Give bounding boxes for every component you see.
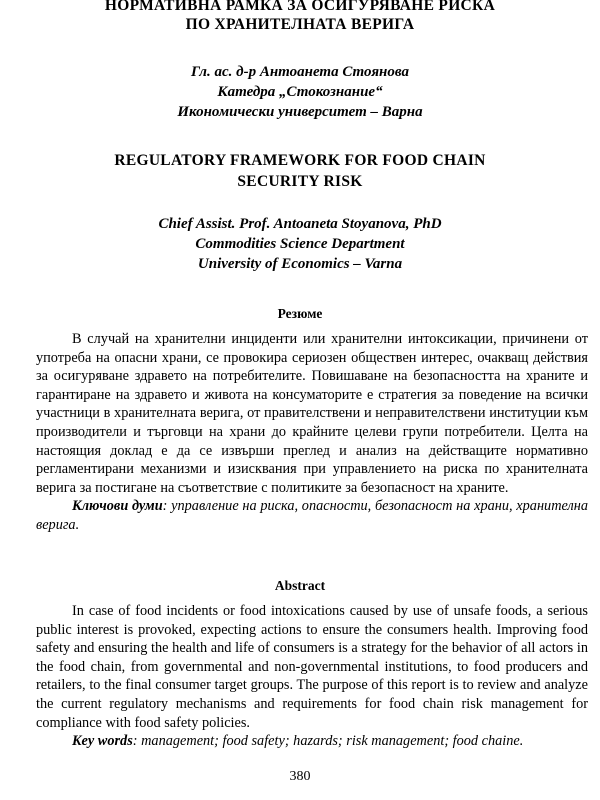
author-name-bg: Гл. ас. д-р Антоанета Стоянова (191, 64, 409, 80)
summary-heading: Резюме (277, 306, 323, 321)
author-block-english (20, 214, 580, 274)
keywords-en-text: : management; food safety; hazards; risk management; food chaine. (132, 733, 524, 750)
title-bg-line-1: НОРМАТИВНА РАМКА ЗА ОСИГУРЯВАНЕ РИСКА (104, 0, 496, 14)
university-bg: Икономически университет – Варна (177, 104, 423, 120)
title-en-line-2: SECURITY RISK (237, 173, 363, 190)
department-en: Commodities Science Department (195, 236, 405, 252)
author-name-en: Chief Assist. Prof. Antoaneta Stoyanova, PhD (158, 216, 442, 232)
title-english (20, 150, 580, 192)
department-bg: Катедра „Стокознание“ (217, 84, 383, 100)
summary-paragraph: В случай на хранителни инциденти или хранителни интоксикации, причинени от употреба на опасни храни, се провокира сериозен обществен интерес, очакващ действия за осигуряване здравето на потребителите. Повишаване на безопасността на храните и гарантиране на здравето и живота на консуматорите е стратегия за поведение на всички участници в хранителната верига, от правителствени и неправителствени институции към производители и търговци на храни до крайните целеви групи потребители. Целта на настоящия доклад е да се извърши преглед и анализ на действащите нормативно регламентирани механизми и изисквания при управлението на риска по хранителната верига за постигане на съответствие с политиките за безопасност на храните. (36, 331, 588, 496)
title-en-line-1: REGULATORY FRAMEWORK FOR FOOD CHAIN (114, 152, 486, 169)
abstract-heading: Abstract (274, 578, 326, 593)
abstract-paragraph: In case of food incidents or food intoxications caused by use of unsafe foods, a serious public interest is provoked, expecting actions to ensure the consumers health. Improving food safety and ensuring the health and life of consumers is a strategy for the behavior of all actors in the food chain, from governmental and non-governmental institutions, to food producers and retailers, to the final consumer target groups. The purpose of this report is to review and analyze the current regulatory mechanisms and requirements for food chain risk management for compliance with food safety policies. (36, 603, 588, 731)
page-number: 380 (289, 769, 311, 784)
author-block-bulgarian (20, 62, 580, 122)
keywords-bg-text: : управление на риска, опасности, безопасност на храни, хранителна верига. (36, 498, 588, 533)
university-en: University of Economics – Varna (197, 256, 403, 272)
keywords-english (36, 732, 588, 751)
title-bulgarian (20, 0, 580, 34)
keywords-bulgarian (36, 497, 588, 534)
keywords-bg-label: Ключови думи (72, 498, 163, 515)
keywords-en-label: Key words (72, 733, 133, 750)
abstract-section (36, 602, 588, 751)
title-bg-line-2: ПО ХРАНИТЕЛНАТА ВЕРИГА (185, 16, 415, 33)
summary-section (36, 330, 588, 535)
